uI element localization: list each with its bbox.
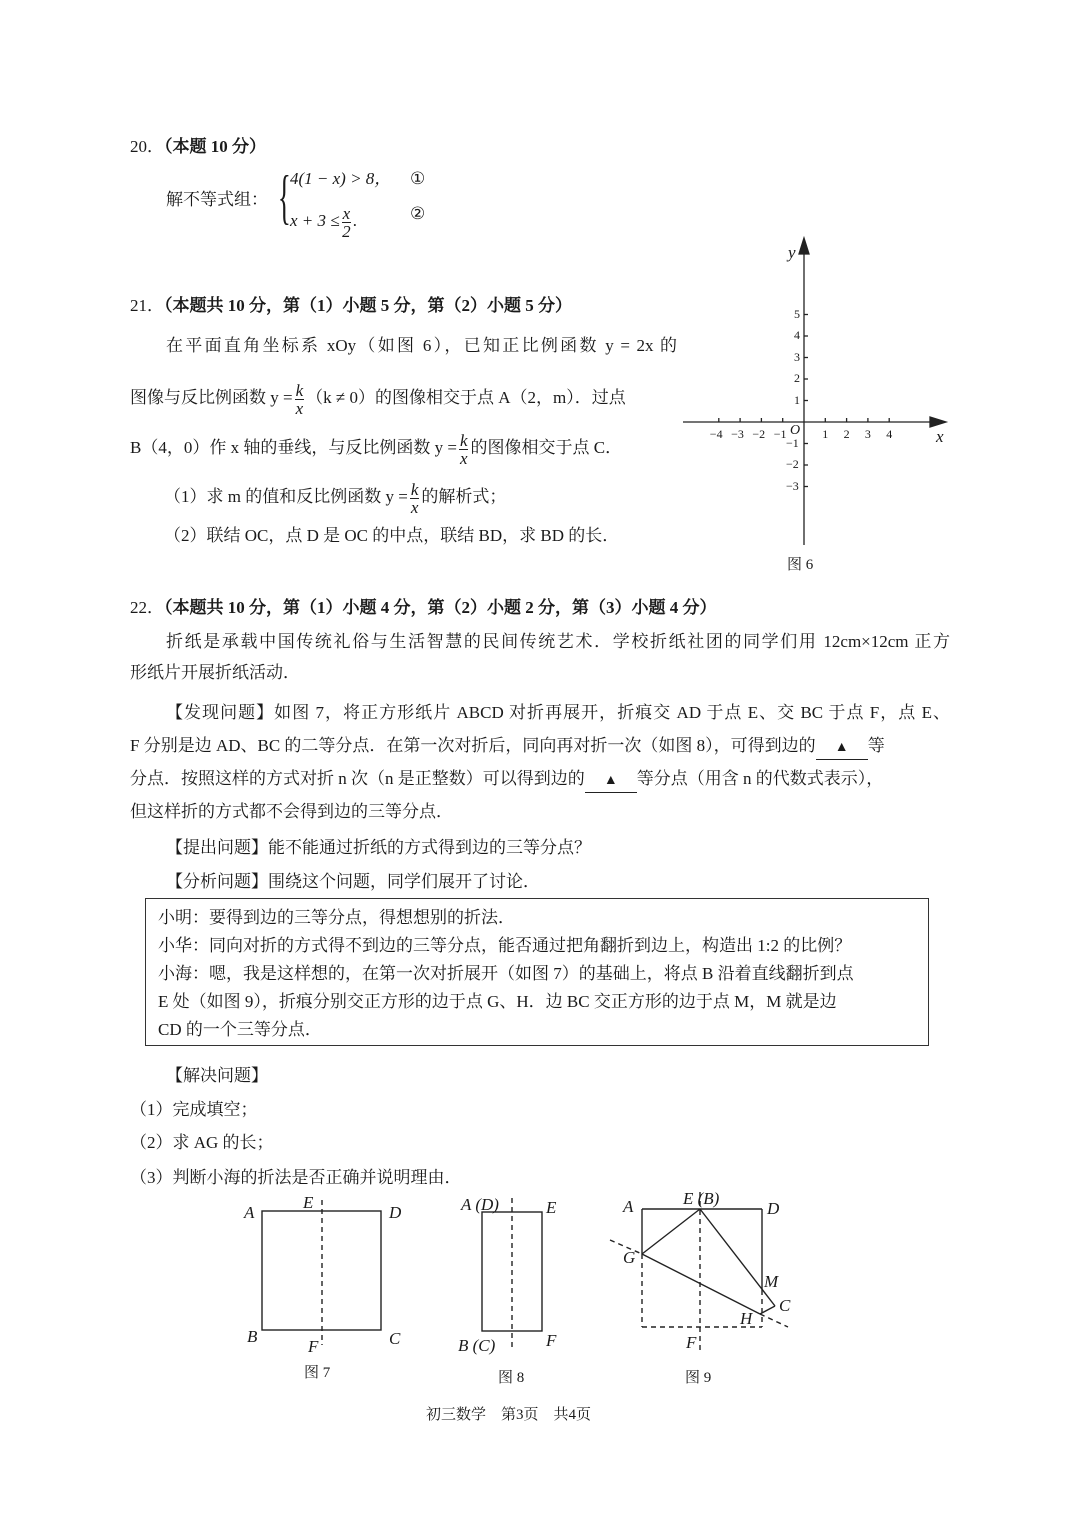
- q20-prompt: 解不等式组：: [166, 190, 268, 209]
- q20-mark-2: ②: [410, 204, 426, 223]
- q21-sub1b: 的解析式；: [421, 487, 507, 506]
- ineq2-end: .: [353, 211, 358, 230]
- q21-line1: 在平面直角坐标系 xOy（如图 6），已知正比例函数 y = 2x 的: [166, 336, 677, 355]
- y-tick-label: 2: [794, 371, 800, 385]
- x-tick-label: 1: [822, 427, 829, 441]
- x-tick-label: 4: [886, 427, 893, 441]
- fig9-label-eb: E (B): [683, 1189, 720, 1208]
- fig7-label-f: F: [308, 1337, 319, 1356]
- y-tick-label: −1: [786, 435, 799, 450]
- q22-discover-1: 【发现问题】如图 7，将正方形纸片 ABCD 对折再展开，折痕交 AD 于点 E、交 BC 于点 F，点 E、: [166, 703, 950, 722]
- y-axis-label: y: [788, 243, 796, 262]
- fig9-label-c: C: [779, 1296, 791, 1315]
- brace: {: [277, 164, 291, 230]
- fig9-label-f: F: [686, 1333, 697, 1352]
- origin-label: O: [790, 423, 801, 438]
- figure-6-caption: 图 6: [787, 557, 814, 573]
- fig9-label-g: G: [623, 1248, 636, 1267]
- text: 等分点（用含 n 的代数式表示），: [636, 769, 884, 788]
- y-tick-label: −3: [786, 478, 799, 493]
- fig8-label-bc: B (C): [458, 1336, 496, 1355]
- frac-den: x: [410, 497, 419, 517]
- q21-title: （本题共 10 分，第（1）小题 5 分，第（2）小题 5 分）: [164, 296, 572, 315]
- q21-line2b: （k ≠ 0）的图像相交于点 A（2，m）．过点: [306, 388, 626, 407]
- x-tick-label: 2: [843, 427, 850, 441]
- q22-paragraph-1: 折纸是承载中国传统礼俗与生活智慧的民间传统艺术．学校折纸社团的同学们用 12cm×12cm 正方: [166, 632, 950, 651]
- frac-num: x: [342, 203, 351, 223]
- frac-num: k: [459, 430, 468, 450]
- frac-den: x: [295, 398, 304, 418]
- q22-number: 22．: [130, 598, 164, 617]
- q20-mark-1: ①: [410, 169, 426, 188]
- y-tick-label: 3: [794, 349, 800, 364]
- fig8-label-ad: A (D): [461, 1195, 499, 1214]
- q22-sub3: （3）判断小海的折法是否正确并说明理由．: [130, 1168, 462, 1187]
- ineq1-text: 4(1 − x) > 8，: [290, 169, 392, 188]
- fig9-label-d: D: [767, 1199, 780, 1218]
- y-tick-label: 4: [794, 328, 800, 342]
- fig9-label-h: H: [740, 1309, 753, 1328]
- figure-9-caption: 图 9: [685, 1370, 712, 1386]
- q21-line2a: 图像与反比例函数 y =: [130, 388, 293, 407]
- figure-7-caption: 图 7: [304, 1365, 331, 1381]
- frac-den: 2: [342, 221, 351, 241]
- q22-sub2: （2）求 AG 的长；: [130, 1133, 274, 1152]
- frac-den: x: [459, 448, 468, 468]
- y-tick-label: 5: [794, 306, 800, 321]
- fig8-label-f: F: [546, 1331, 557, 1350]
- q20-number: 20．: [130, 137, 164, 156]
- ineq2-lhs: x + 3 ≤: [290, 211, 340, 230]
- q22-discover-4: 但这样折的方式都不会得到边的三等分点．: [130, 802, 453, 821]
- q21-line3a: B（4，0）作 x 轴的垂线，与反比例函数 y =: [130, 438, 457, 457]
- fig7-label-e: E: [303, 1193, 314, 1212]
- fig9-label-a: A: [623, 1197, 634, 1216]
- fig7-label-b: B: [247, 1327, 258, 1346]
- q22-sub1: （1）完成填空；: [130, 1100, 258, 1119]
- fig8-label-e: E: [546, 1198, 557, 1217]
- y-tick-label: −2: [786, 457, 799, 471]
- frac-num: k: [410, 479, 419, 499]
- answer-blank-2[interactable]: ▲: [585, 770, 637, 793]
- x-tick-label: 3: [864, 427, 871, 441]
- q22-paragraph-2: 形纸片开展折纸活动．: [130, 663, 300, 682]
- text: 等: [867, 736, 885, 755]
- answer-blank-1[interactable]: ▲: [816, 737, 868, 760]
- discussion-line: CD 的一个三等分点．: [158, 1020, 322, 1039]
- frac-num: k: [295, 380, 304, 400]
- q22-title: （本题共 10 分，第（1）小题 4 分，第（2）小题 2 分，第（3）小题 4 分）: [164, 598, 717, 617]
- page-footer: 初三数学 第3页 共4页: [426, 1407, 592, 1423]
- fig9-drawing: [610, 1192, 791, 1350]
- q22-raise-question: 【提出问题】能不能通过折纸的方式得到边的三等分点？: [166, 838, 591, 857]
- x-tick-label: −2: [752, 427, 766, 441]
- q21-sub2: （2）联结 OC，点 D 是 OC 的中点，联结 BD，求 BD 的长．: [164, 526, 620, 545]
- x-tick-label: −4: [709, 427, 723, 441]
- discussion-line: 小明：要得到边的三等分点，得想想别的折法．: [158, 908, 515, 927]
- q22-solve-heading: 【解决问题】: [166, 1066, 268, 1085]
- q21-sub1a: （1）求 m 的值和反比例函数 y =: [164, 487, 408, 506]
- fig7-label-d: D: [389, 1203, 402, 1222]
- fig9-label-m: M: [764, 1272, 779, 1291]
- y-tick-label: 1: [794, 392, 800, 407]
- q21-line3b: 的图像相交于点 C．: [470, 438, 623, 457]
- text: F 分别是边 AD、BC 的二等分点．在第一次对折后，同向再对折一次（如图 8），可得到边的: [130, 736, 816, 755]
- q21-number: 21．: [130, 296, 164, 315]
- x-axis-label: x: [936, 427, 944, 446]
- fig7-label-a: A: [244, 1203, 255, 1222]
- x-tick-label: −3: [731, 427, 744, 441]
- q22-analyze: 【分析问题】围绕这个问题，同学们展开了讨论．: [166, 872, 540, 891]
- fig7-label-c: C: [389, 1329, 401, 1348]
- q20-title: （本题 10 分）: [164, 137, 266, 156]
- discussion-line: 小海：嗯，我是这样想的，在第一次对折展开（如图 7）的基础上，将点 B 沿着直线翻折到点: [158, 964, 854, 983]
- discussion-line: 小华：同向对折的方式得不到边的三等分点，能否通过把角翻折到边上，构造出 1:2 的比例？: [158, 936, 852, 955]
- x-tick-label: −1: [773, 427, 787, 441]
- text: 分点．按照这样的方式对折 n 次（n 是正整数）可以得到边的: [130, 769, 585, 788]
- figure-8-caption: 图 8: [498, 1370, 525, 1386]
- discussion-line: E 处（如图 9），折痕分别交正方形的边于点 G、H．边 BC 交正方形的边于点 M，M 就是边: [158, 992, 837, 1011]
